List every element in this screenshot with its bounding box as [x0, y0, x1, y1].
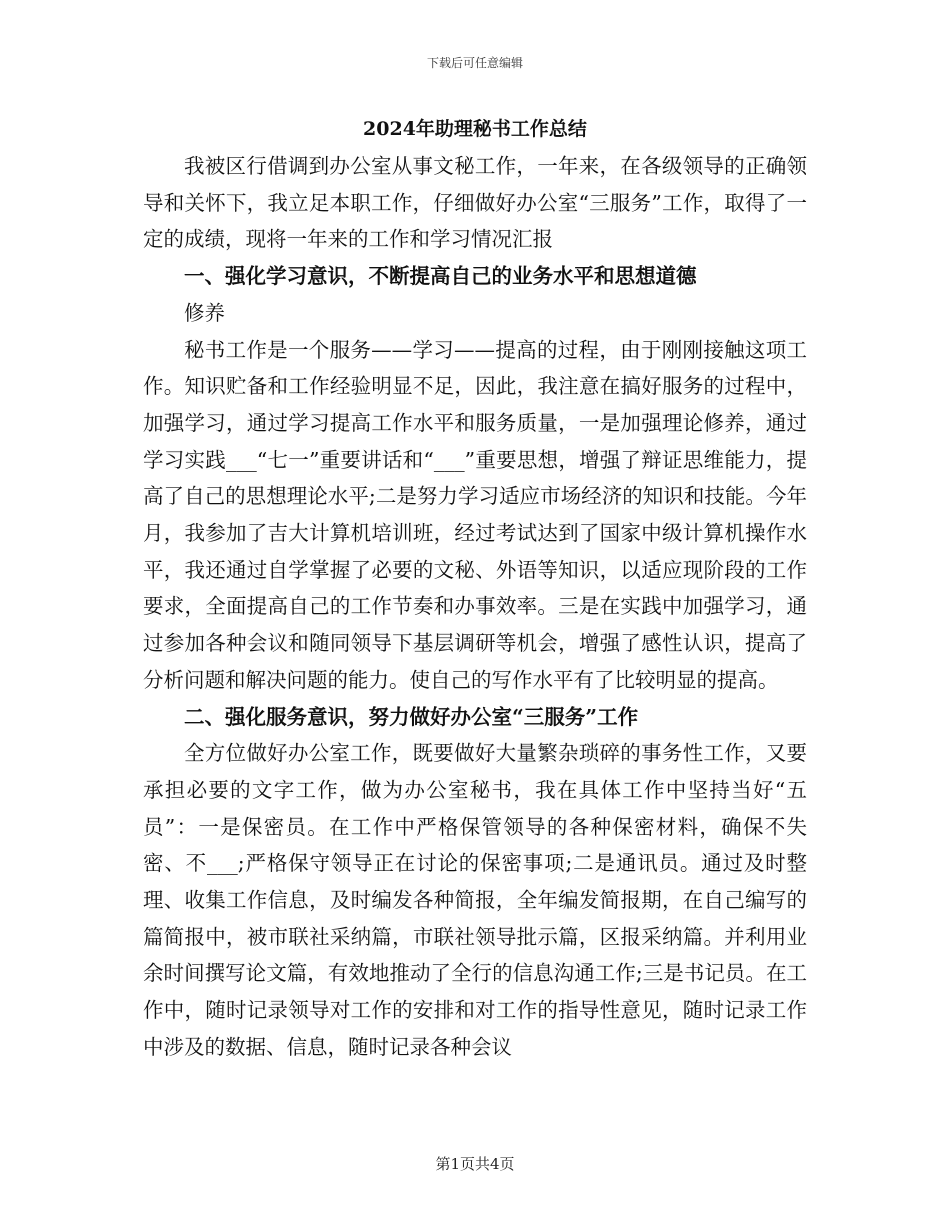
page-number-footer: 第1页共4页	[435, 1155, 515, 1173]
paragraph-intro: 我被区行借调到办公室从事文秘工作，一年来，在各级领导的正确领导和关怀下，我立足本职工作，仔细做好办公室“三服务”工作，取得了一定的成绩，现将一年来的工作和学习情况汇报	[143, 154, 807, 252]
paragraph-section-2: 全方位做好办公室工作，既要做好大量繁杂琐碎的事务性工作，又要承担必要的文字工作，做为办公室秘书，我在具体工作中坚持当好“五员”：一是保密员。在工作中严格保管领导的各种保密材料，确保不失密、不___;严格保守领导正在讨论的保密事项;二是通讯员。通过及时整理、收集工作信息，及时编发各种简报，全年编发简报期，在自己编写的篇简报中，被市联社采纳篇，市联社领导批示篇，区报采纳篇。并利用业余时间撰写论文篇，有效地推动了全行的信息沟通工作;三是书记员。在工作中，随时记录领导对工作的安排和对工作的指导性意见，随时记录工作中涉及的数据、信息，随时记录各种会议	[143, 741, 807, 1059]
paragraph-heading-1-continuation: 修养	[184, 300, 225, 325]
document-body	[143, 112, 807, 1066]
document-title: 2024年助理秘书工作总结	[363, 118, 587, 140]
page-header-note: 下载后可任意编辑	[426, 56, 523, 70]
section-heading-1: 一、强化学习意识，不断提高自己的业务水平和思想道德	[184, 264, 697, 289]
section-heading-2: 二、强化服务意识，努力做好办公室“三服务”工作	[184, 704, 639, 729]
paragraph-section-1: 秘书工作是一个服务——学习——提高的过程，由于刚刚接触这项工作。知识贮备和工作经验明显不足，因此，我注意在搞好服务的过程中，加强学习，通过学习提高工作水平和服务质量，一是加强理论修养，通过学习实践___“七一”重要讲话和“___”重要思想，增强了辩证思维能力，提高了自己的思想理论水平;二是努力学习适应市场经济的知识和技能。今年月，我参加了吉大计算机培训班，经过考试达到了国家中级计算机操作水平，我还通过自学掌握了必要的文秘、外语等知识，以适应现阶段的工作要求，全面提高自己的工作节奏和办事效率。三是在实践中加强学习，通过参加各种会议和随同领导下基层调研等机会，增强了感性认识，提高了分析问题和解决问题的能力。使自己的写作水平有了比较明显的提高。	[143, 337, 807, 692]
